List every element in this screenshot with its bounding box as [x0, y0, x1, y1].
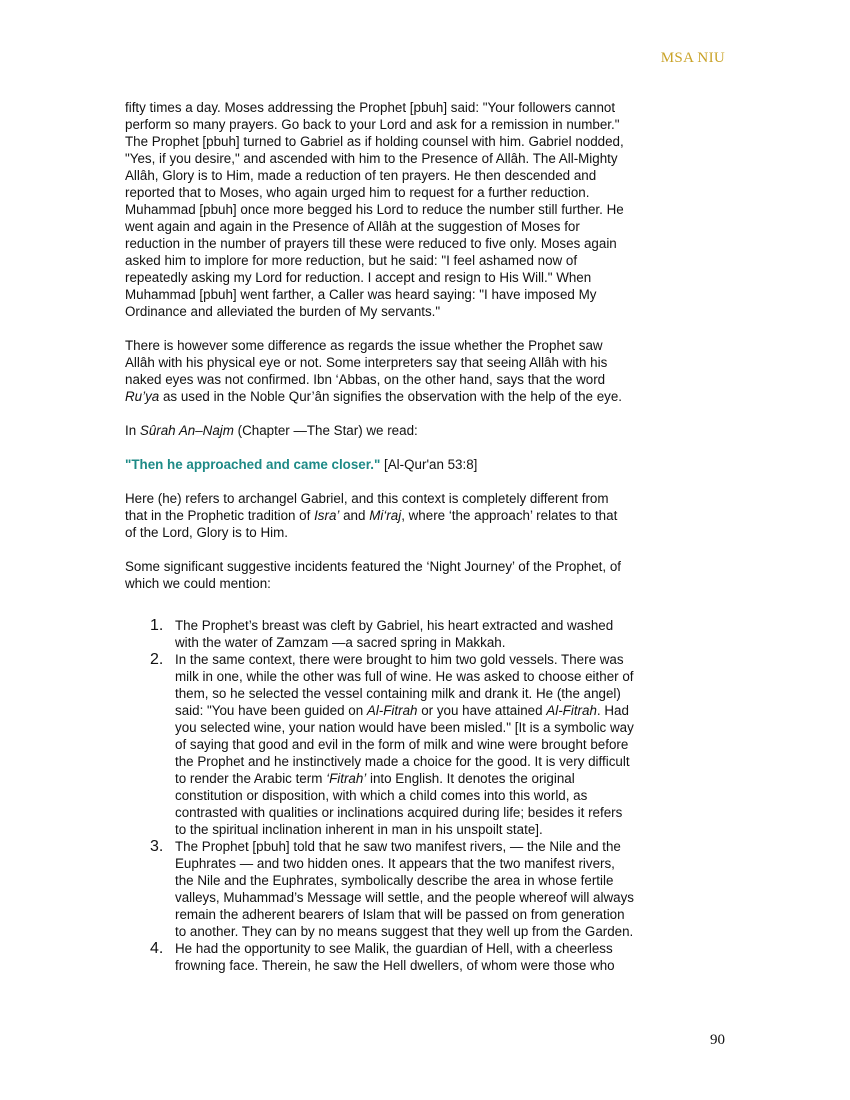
text-line: the Prophet and he instinctively made a choice for the good. It is very difficult: [175, 754, 630, 769]
text-line: The Prophet’s breast was cleft by Gabriel, his heart extracted and washed: [175, 618, 614, 633]
text-segment: to render the Arabic term: [175, 771, 327, 786]
text-segment: into English. It denotes the original: [366, 771, 575, 786]
list-number: 3.: [150, 838, 164, 855]
paragraph-surah-intro: [125, 422, 745, 439]
italic-term: Sûrah An–Najm: [139, 423, 234, 438]
text-segment: said: "You have been guided on: [175, 703, 367, 718]
incidents-list: [125, 617, 745, 974]
list-item: [125, 651, 745, 838]
text-line: The Prophet [pbuh] turned to Gabriel as if holding counsel with him. Gabriel nodded,: [125, 134, 624, 149]
text-line: which we could mention:: [125, 576, 271, 591]
paragraph-gabriel-context: [125, 490, 745, 541]
text-line: asked him to implore for more reduction, but he said: "I feel ashamed now of: [125, 253, 578, 268]
paragraph-quran-quote: [125, 456, 745, 473]
text-line: Muhammad [pbuh] once more begged his Lord to reduce the number still further. He: [125, 202, 624, 217]
text-line: There is however some difference as regards the issue whether the Prophet saw: [125, 338, 603, 353]
text-segment: and: [339, 508, 370, 523]
text-line: of the Lord, Glory is to Him.: [125, 525, 288, 540]
text-line: of saying that good and evil in the form of milk and wine were brought before: [175, 737, 629, 752]
text-line: Here (he) refers to archangel Gabriel, and this context is completely different from: [125, 491, 609, 506]
text-line: to the spiritual inclination inherent in man in his unspoilt state].: [175, 822, 543, 837]
list-item: [125, 617, 745, 651]
text-line: reported that to Moses, who again urged him to request for a further reduction.: [125, 185, 590, 200]
text-line: constitution or disposition, with which a child comes into this world, as: [175, 788, 588, 803]
text-line: [175, 770, 745, 787]
text-line: repeatedly asking my Lord for reduction. I accept and resign to His Will." When: [125, 270, 592, 285]
text-line: reduction in the number of prayers till these were reduced to five only. Moses again: [125, 236, 617, 251]
text-line: [125, 388, 745, 405]
text-line: In the same context, there were brought to him two gold vessels. There was: [175, 652, 624, 667]
italic-term: Ru’ya: [125, 389, 160, 404]
text-segment: , where ‘the approach’ relates to that: [401, 508, 618, 523]
text-line: Allâh, Glory is to Him, made a reduction of ten prayers. He then descended and: [125, 168, 597, 183]
text-segment: (Chapter —The Star) we read:: [233, 423, 418, 438]
italic-term: Al-Fitrah: [546, 703, 597, 718]
text-line: fifty times a day. Moses addressing the Prophet [pbuh] said: "Your followers cannot: [125, 100, 616, 115]
text-line: milk in one, while the other was full of wine. He was asked to choose either of: [175, 669, 634, 684]
text-line: valleys, Muhammad’s Message will settle, and the people whereof will always: [175, 890, 634, 905]
paragraph-seeing-allah: [125, 337, 745, 405]
italic-term: Isra’: [314, 508, 340, 523]
text-line: He had the opportunity to see Malik, the guardian of Hell, with a cheerless: [175, 941, 613, 956]
text-line: to another. They can by no means suggest that they well up from the Garden.: [175, 924, 634, 939]
text-line: frowning face. Therein, he saw the Hell dwellers, of whom were those who: [175, 958, 615, 973]
text-line: naked eyes was not confirmed. Ibn ‘Abbas, on the other hand, says that the word: [125, 372, 606, 387]
text-line: contrasted with qualities or inclinations acquired during life; besides it refers: [175, 805, 623, 820]
text-line: the Nile and the Euphrates, symbolically describe the area in whose fertile: [175, 873, 614, 888]
text-line: you selected wine, your nation would have been misled." [It is a symbolic way: [175, 720, 634, 735]
text-line: Euphrates — and two hidden ones. It appears that the two manifest rivers,: [175, 856, 615, 871]
list-number: 1.: [150, 617, 164, 634]
text-line: perform so many prayers. Go back to your Lord and ask for a remission in number.": [125, 117, 620, 132]
italic-term: Al-Fitrah: [366, 703, 418, 718]
text-segment: . Had: [596, 703, 629, 718]
text-line: with the water of Zamzam —a sacred spring in Makkah.: [175, 635, 506, 650]
paragraph-incidents-intro: [125, 558, 745, 592]
text-line: remain the adherent bearers of Islam that will be passed on from generation: [175, 907, 625, 922]
running-header: MSA NIU: [660, 50, 725, 66]
text-segment: as used in the Noble Qur’ân signifies the observation with the help of the eye.: [159, 389, 623, 404]
italic-term: ‘Fitrah’: [326, 771, 367, 786]
text-line: [125, 422, 745, 439]
text-line: Allâh with his physical eye or not. Some interpreters say that seeing Allâh with his: [125, 355, 608, 370]
text-line: [125, 456, 745, 473]
text-line: them, so he selected the vessel containing milk and drank it. He (the angel): [175, 686, 621, 701]
paragraph-mi-raj-prayers: [125, 99, 745, 320]
text-line: "Yes, if you desire," and ascended with him to the Presence of Allâh. The All-Mighty: [125, 151, 618, 166]
text-segment: that in the Prophetic tradition of: [125, 508, 315, 523]
italic-term: Mi‘raj: [369, 508, 402, 523]
list-number: 4.: [150, 940, 164, 957]
list-item: [125, 838, 745, 940]
text-line: went again and again in the Presence of Allâh at the suggestion of Moses for: [125, 219, 580, 234]
text-line: Muhammad [pbuh] went farther, a Caller was heard saying: "I have imposed My: [125, 287, 597, 302]
body-text: [125, 99, 745, 974]
quote-citation: [Al-Qur'an 53:8]: [380, 457, 478, 472]
page-number: 90: [710, 1032, 725, 1048]
text-line: Ordinance and alleviated the burden of My servants.": [125, 304, 441, 319]
text-segment: In: [125, 423, 140, 438]
list-item: [125, 940, 745, 974]
text-segment: or you have attained: [417, 703, 547, 718]
quran-quote: "Then he approached and came closer.": [125, 457, 381, 472]
text-line: Some significant suggestive incidents featured the ‘Night Journey’ of the Prophet, of: [125, 559, 621, 574]
text-line: The Prophet [pbuh] told that he saw two manifest rivers, — the Nile and the: [175, 839, 621, 854]
text-line: [125, 507, 745, 524]
text-line: [175, 702, 745, 719]
list-number: 2.: [150, 651, 164, 668]
